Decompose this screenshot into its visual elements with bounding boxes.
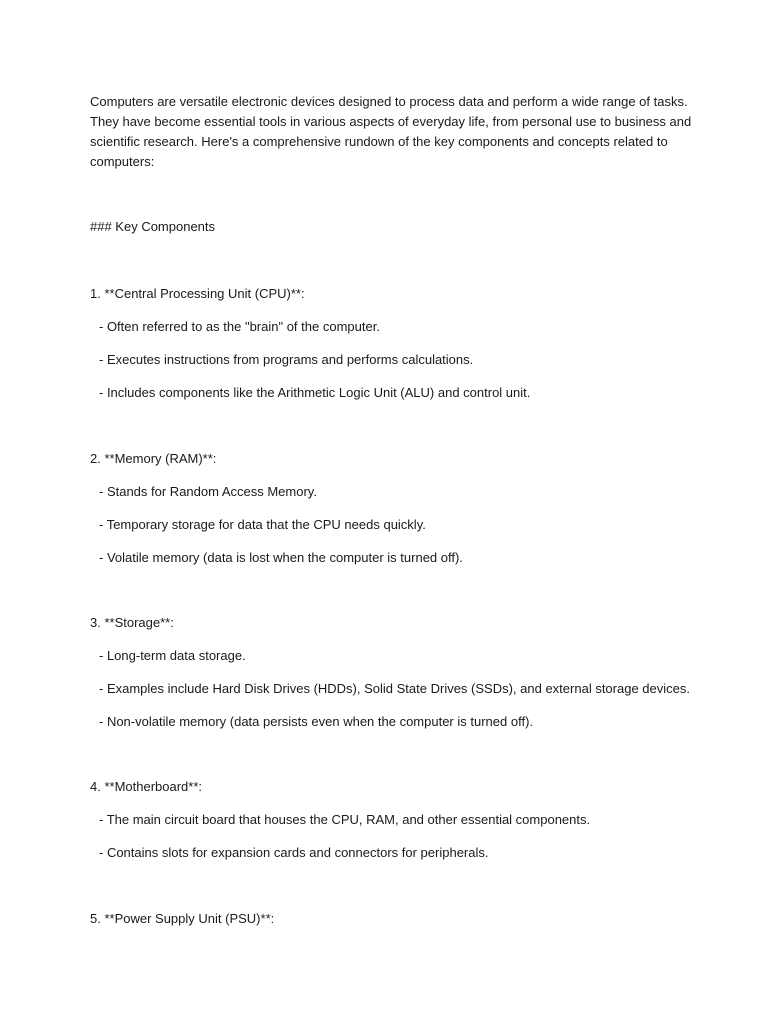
bullet-item: - The main circuit board that houses the CPU, RAM, and other essential components.: [99, 812, 591, 827]
section-title-memory: 2. **Memory (RAM)**:: [90, 451, 217, 466]
bullet-item: - Often referred to as the "brain" of the computer.: [99, 319, 380, 334]
intro-line: computers:: [90, 154, 155, 169]
bullet-item: - Temporary storage for data that the CPU needs quickly.: [99, 517, 426, 532]
bullet-item: - Non-volatile memory (data persists even when the computer is turned off).: [99, 714, 534, 729]
bullet-item: - Contains slots for expansion cards and connectors for peripherals.: [99, 845, 489, 860]
intro-paragraph: [90, 92, 690, 172]
bullet-item: - Stands for Random Access Memory.: [99, 484, 317, 499]
section-title-motherboard: 4. **Motherboard**:: [90, 779, 203, 794]
section-title-psu: 5. **Power Supply Unit (PSU)**:: [90, 911, 275, 926]
bullet-item: - Includes components like the Arithmetic Logic Unit (ALU) and control unit.: [99, 385, 531, 400]
intro-line: Computers are versatile electronic devices designed to process data and perform a wide range of tasks.: [90, 94, 688, 109]
intro-line: scientific research. Here's a comprehensive rundown of the key components and concepts related to: [90, 134, 668, 149]
bullet-item: - Executes instructions from programs and performs calculations.: [99, 352, 474, 367]
intro-line: They have become essential tools in various aspects of everyday life, from personal use to business and: [90, 114, 692, 129]
bullet-item: - Examples include Hard Disk Drives (HDDs), Solid State Drives (SSDs), and external storage devices.: [99, 681, 690, 696]
bullet-item: - Long-term data storage.: [99, 648, 246, 663]
section-title-cpu: 1. **Central Processing Unit (CPU)**:: [90, 286, 305, 301]
section-heading: ### Key Components: [90, 219, 216, 234]
bullet-item: - Volatile memory (data is lost when the computer is turned off).: [99, 550, 463, 565]
section-title-storage: 3. **Storage**:: [90, 615, 174, 630]
